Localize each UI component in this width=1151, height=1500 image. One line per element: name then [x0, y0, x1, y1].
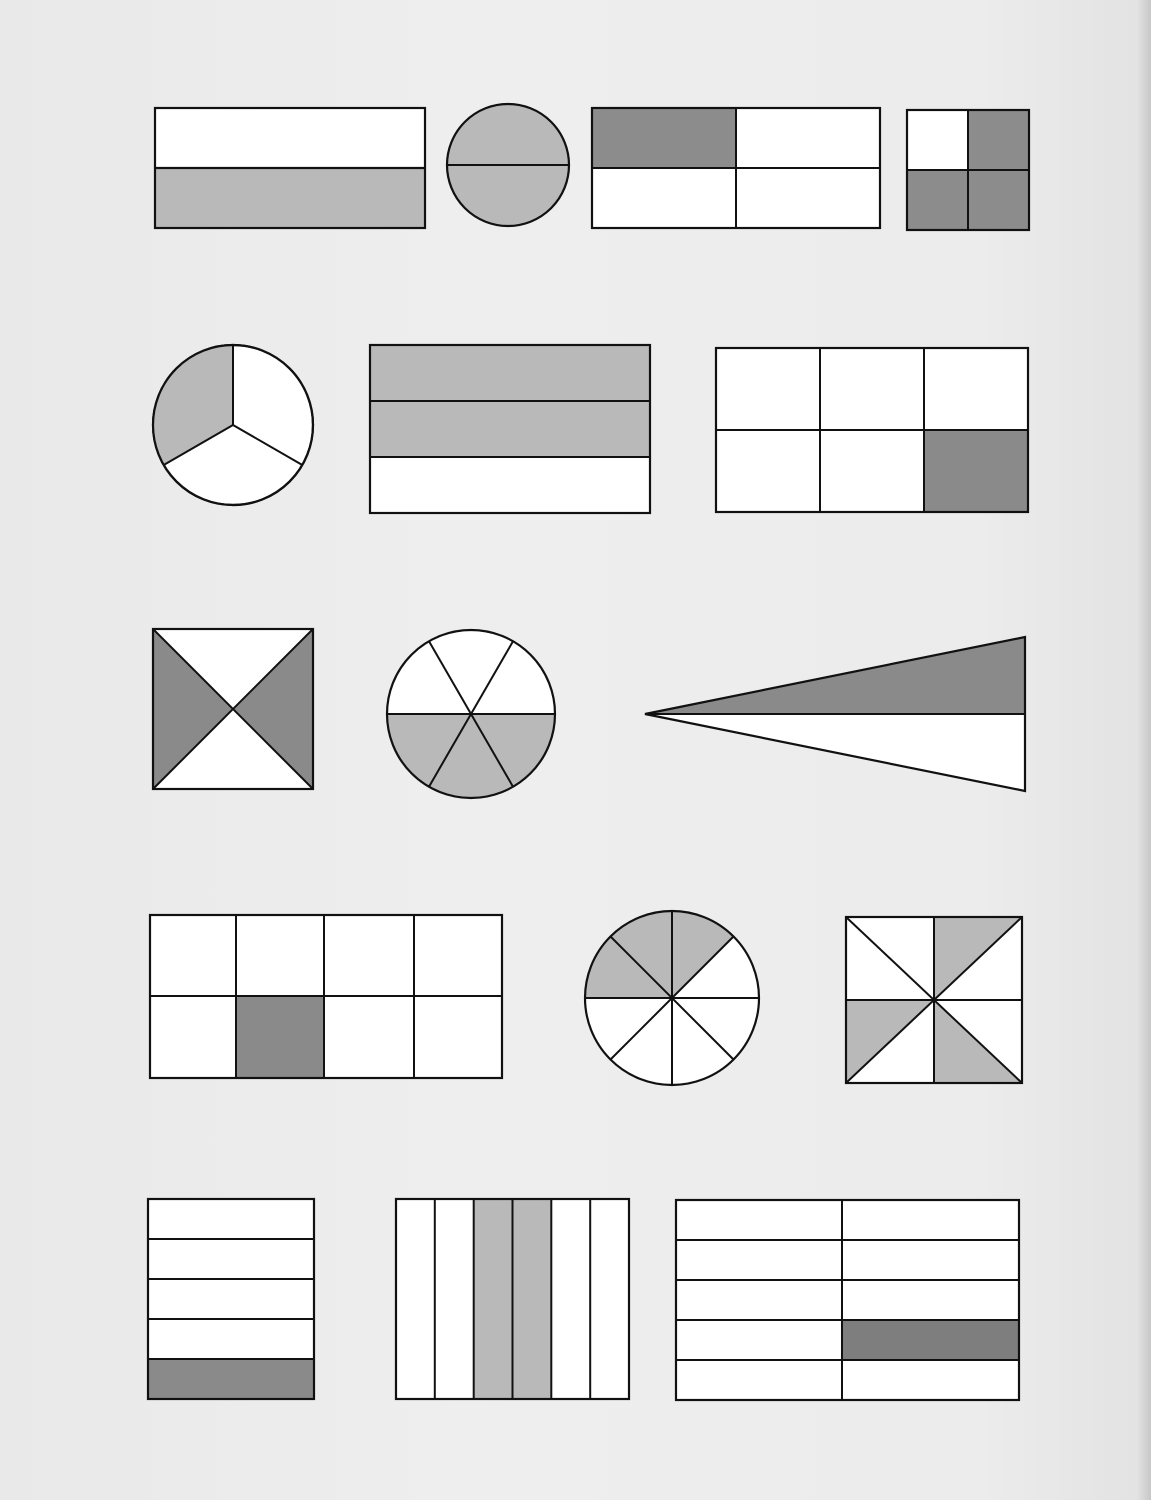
fig-3-rectangle-quarters	[592, 108, 880, 228]
fig-14-rectangle-fifths	[148, 1199, 314, 1399]
fig-7-rectangle-sixths	[716, 348, 1028, 512]
fig-2-circle-halves	[447, 104, 569, 226]
fig-13-square-eighths	[846, 917, 1022, 1083]
fig-4-square-quarters	[907, 110, 1029, 230]
fig-12-circle-eighths	[585, 911, 759, 1085]
fig-11-rectangle-eighths	[150, 915, 502, 1078]
fig-9-circle-sixths	[387, 630, 555, 798]
fig-1-rectangle-halves	[155, 108, 425, 228]
fig-15-rectangle-vertical-sixths	[396, 1199, 629, 1399]
fig-10-triangle-halves	[645, 637, 1025, 791]
fig-6-rectangle-thirds	[370, 345, 650, 513]
fig-5-circle-thirds	[153, 345, 313, 505]
fig-16-rectangle-tenths	[676, 1200, 1019, 1400]
fig-8-square-diagonal-triangles	[153, 629, 313, 789]
